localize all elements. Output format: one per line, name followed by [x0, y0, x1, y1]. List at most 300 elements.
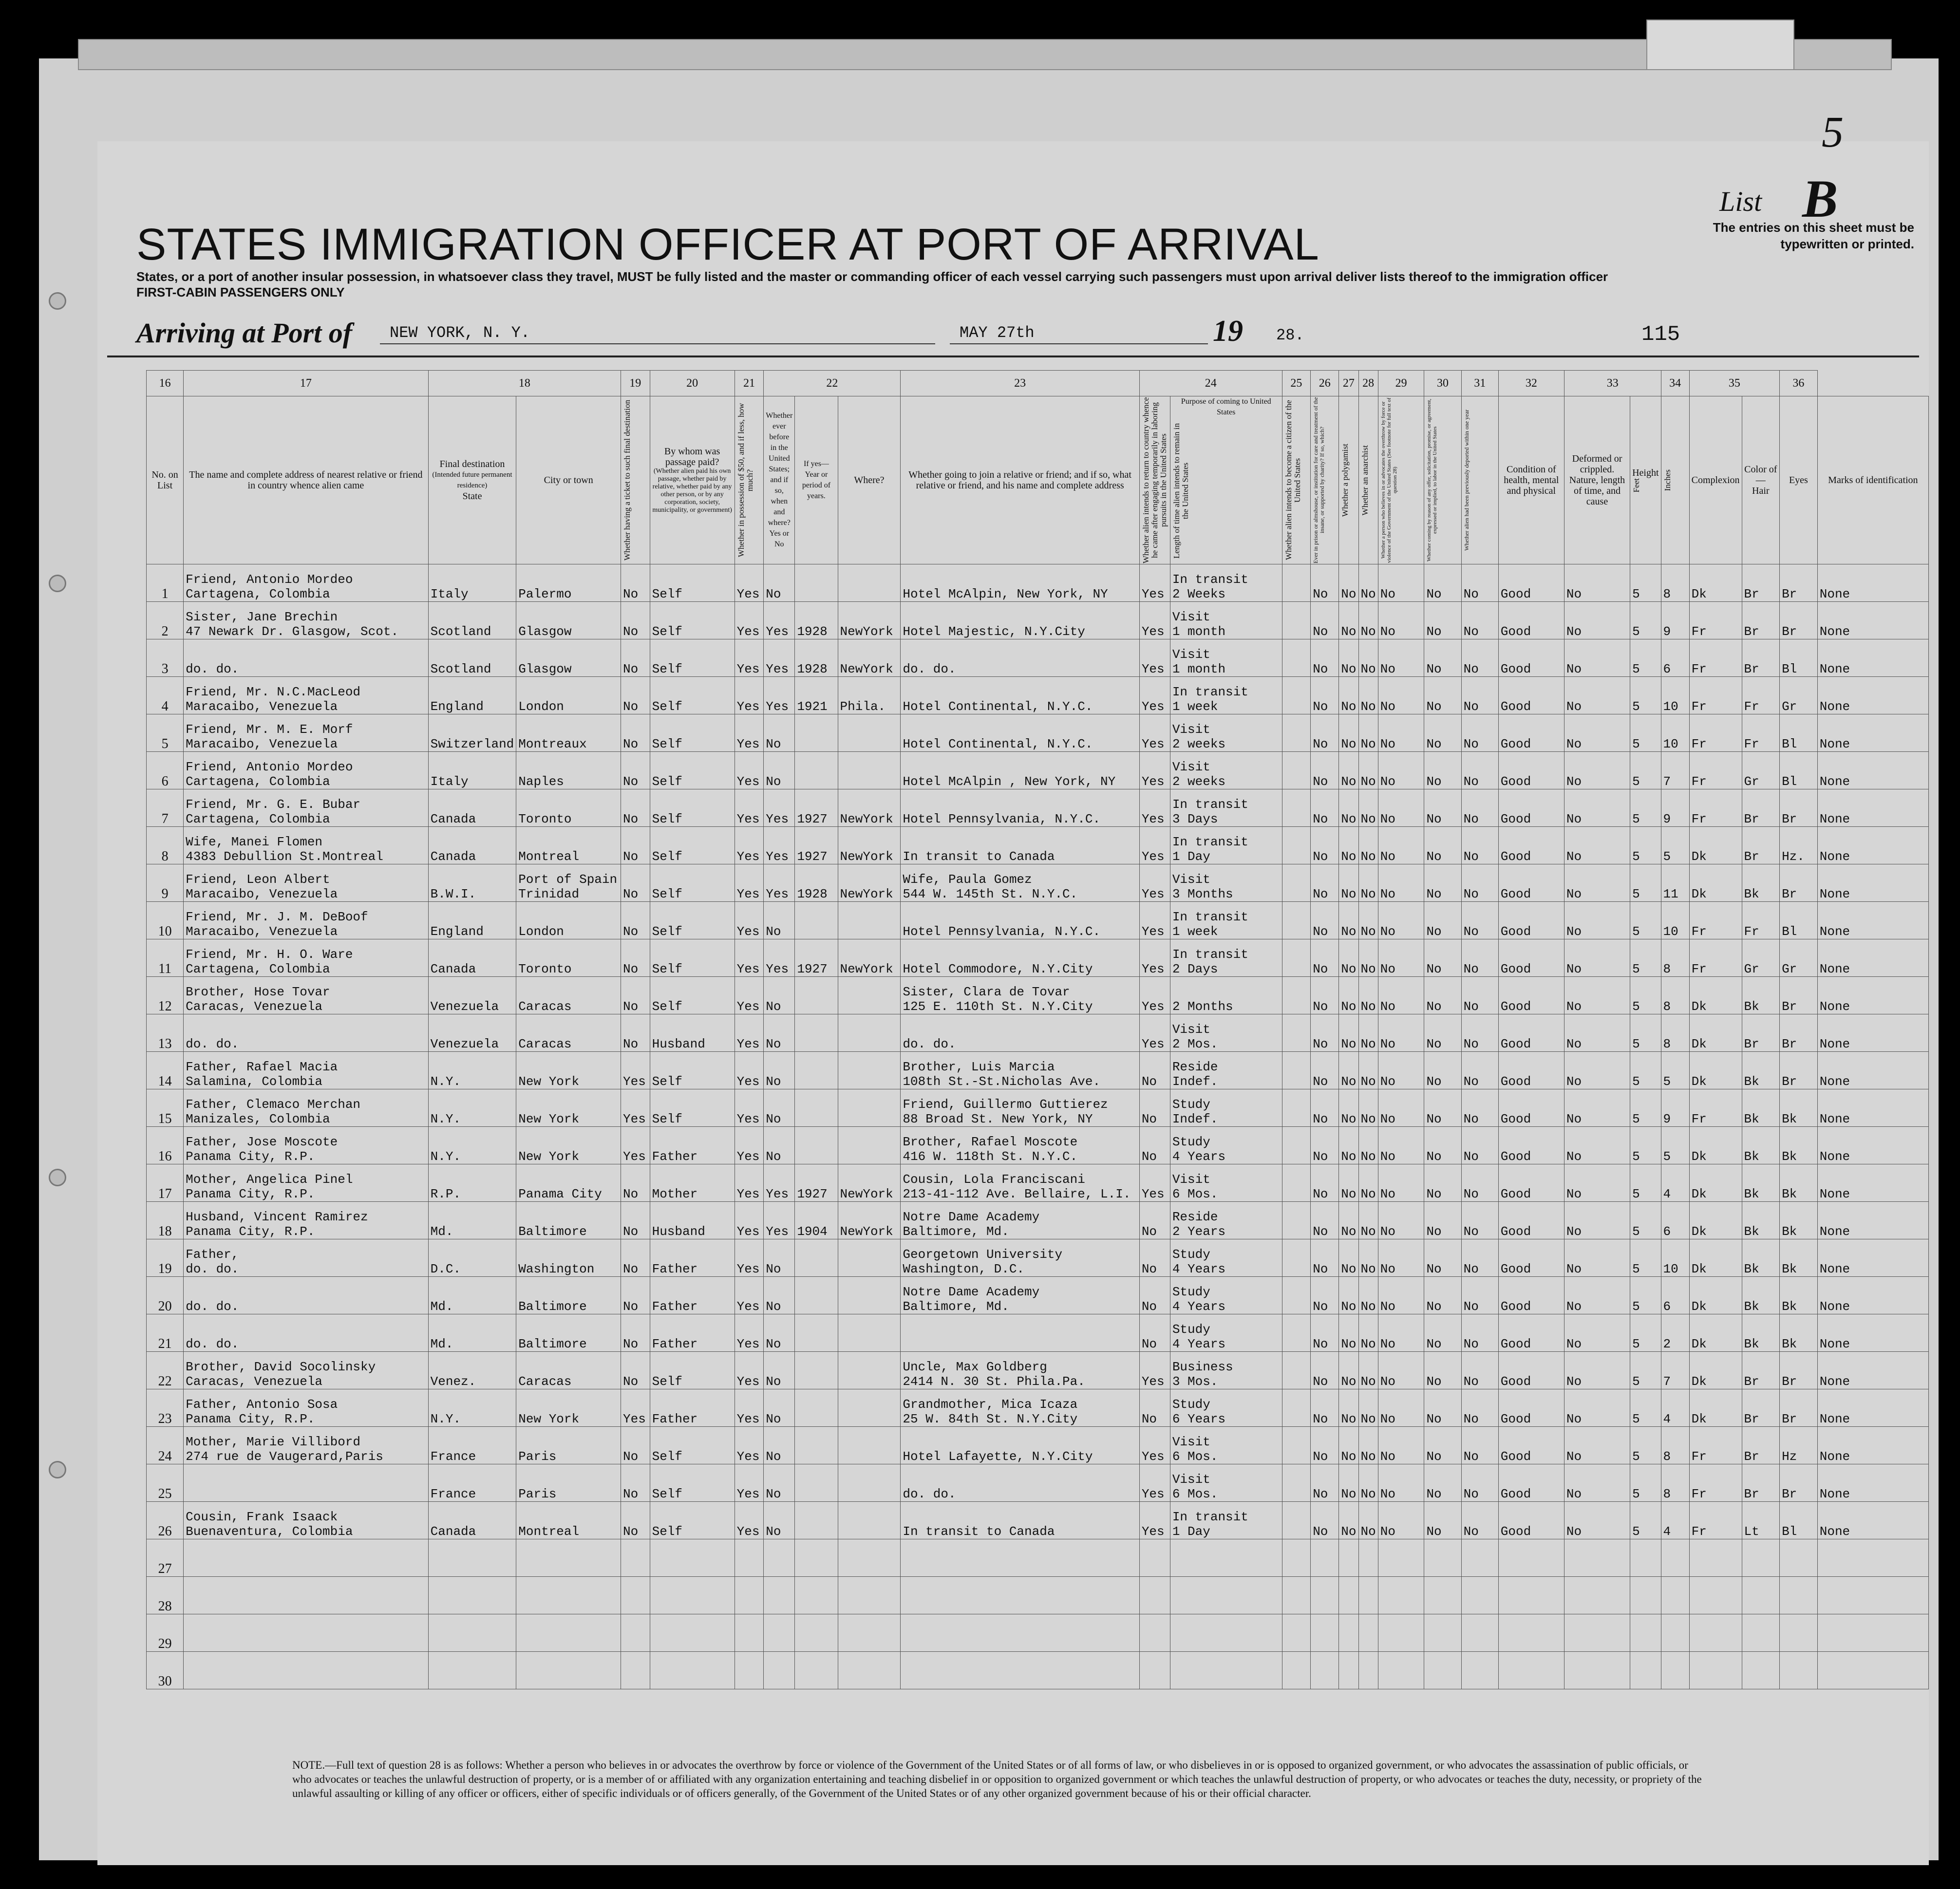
col28-cell: [1378, 1089, 1424, 1127]
nearest-relative-line: Friend, Antonio Mordeo: [186, 760, 353, 774]
purpose-length: [1170, 789, 1282, 827]
before-in-us: [764, 1052, 795, 1089]
destination-city: [516, 1202, 621, 1239]
complexion-cell-line: Fr: [1691, 962, 1707, 976]
before-year: [795, 677, 838, 714]
nearest-relative-line: Father, Jose Moscote: [186, 1135, 338, 1149]
header-health: Condition of health, mental and physical: [1498, 396, 1564, 564]
purpose-return-line: Yes: [1141, 1037, 1165, 1051]
join-relative: [901, 1239, 1139, 1277]
passage-paid-line: Self: [652, 999, 683, 1014]
header-hair: [1742, 396, 1780, 564]
height-inches: [1661, 1389, 1689, 1427]
col25-cell: [1311, 977, 1339, 1014]
destination-city: [516, 1127, 621, 1164]
eye-color: [1780, 1389, 1818, 1427]
col28-cell-line: No: [1380, 1487, 1395, 1501]
header-purpose-c: [1282, 396, 1311, 564]
marks-cell: [1817, 1502, 1928, 1539]
destination-state-line: Scotland: [430, 662, 491, 676]
header-inches: [1661, 396, 1689, 564]
destination-city: [516, 1389, 621, 1427]
fifty-dollars-line: Yes: [736, 849, 760, 864]
col28-cell-line: No: [1380, 587, 1395, 601]
col30-cell: [1461, 1127, 1498, 1164]
header-col30-text: Whether alien had been previously deported within one year: [1463, 410, 1470, 551]
col27-cell: [1358, 1389, 1378, 1427]
col25-cell: [1311, 752, 1339, 789]
hair-color-line: Bk: [1744, 1112, 1759, 1126]
eye-color: [1780, 977, 1818, 1014]
before-where: [838, 1464, 901, 1502]
col30-cell-line: No: [1463, 887, 1479, 901]
nearest-relative-line: 4383 Debullion St.Montreal: [186, 849, 383, 864]
col29-cell: [1424, 864, 1461, 902]
destination-state-line: Md.: [430, 1224, 453, 1239]
col26-cell-line: No: [1341, 849, 1357, 864]
join-relative-line: Hotel Commodore, N.Y.City: [903, 962, 1093, 976]
col30-cell: [1461, 714, 1498, 752]
deformed-cell: [1564, 1277, 1630, 1314]
col25-cell: [1311, 1014, 1339, 1052]
eye-color: [1780, 1427, 1818, 1464]
height-feet: [1630, 939, 1661, 977]
purpose-citizen: [1282, 1052, 1311, 1089]
complexion-cell-line: Fr: [1691, 1487, 1707, 1501]
header-state-label: State: [462, 491, 482, 502]
height-feet-line: 5: [1632, 1187, 1640, 1201]
destination-state: [428, 1464, 516, 1502]
join-relative-line: 25 W. 84th St. N.Y.City: [903, 1412, 1078, 1426]
destination-city: [516, 677, 621, 714]
header-no-on-list: No. on List: [147, 396, 184, 564]
col25-cell-line: No: [1313, 1187, 1328, 1201]
col29-cell: [1424, 827, 1461, 864]
table-row: [147, 639, 1929, 677]
ticket-cell-line: Yes: [623, 1149, 646, 1164]
before-year: [795, 1014, 838, 1052]
row-number: [147, 1089, 184, 1127]
eye-color: [1780, 1352, 1818, 1389]
row-number-line: 29: [158, 1636, 172, 1651]
table-row: [147, 902, 1929, 939]
hair-color-line: Bk: [1744, 1299, 1759, 1314]
hair-color-line: Br: [1744, 1487, 1759, 1501]
table-row: [147, 1539, 1929, 1577]
row-number: [147, 1389, 184, 1427]
page-title: STATES IMMIGRATION OFFICER AT PORT OF ARRIVAL: [136, 220, 1319, 269]
before-in-us-line: No: [766, 1037, 781, 1051]
purpose-length: [1170, 602, 1282, 639]
header-eyes: Eyes: [1780, 396, 1818, 564]
health-cell-line: Good: [1500, 774, 1531, 789]
before-in-us: [764, 1464, 795, 1502]
deformed-cell-line: No: [1566, 1449, 1582, 1464]
before-where: [838, 752, 901, 789]
health-cell: [1498, 1239, 1564, 1277]
header-purpose-c-text: Whether alien intends to become a citizen of the United States: [1283, 400, 1302, 561]
height-feet: [1630, 789, 1661, 827]
height-inches: [1661, 1164, 1689, 1202]
complexion-cell: [1689, 564, 1742, 602]
header-final-destination: Final destination: [439, 459, 505, 469]
ticket-cell-line: Yes: [623, 1412, 646, 1426]
hair-color: [1742, 1127, 1780, 1164]
col28-cell-line: No: [1380, 624, 1395, 639]
purpose-return-line: Yes: [1141, 1487, 1165, 1501]
col27-cell-line: No: [1360, 1487, 1376, 1501]
col30-cell: [1461, 939, 1498, 977]
hair-color-line: Gr: [1744, 774, 1759, 789]
passage-paid-line: Self: [652, 1449, 683, 1464]
before-in-us-line: Yes: [766, 887, 789, 901]
header-before-in-us: Whether ever before in the United States; and if so, when and where?: [766, 411, 793, 527]
purpose-length: [1170, 1539, 1282, 1577]
height-inches: [1661, 602, 1689, 639]
deformed-cell-line: No: [1566, 1262, 1582, 1276]
ticket-cell: [621, 564, 650, 602]
purpose-return: [1139, 752, 1170, 789]
col26-cell-line: No: [1341, 812, 1357, 826]
purpose-citizen: [1282, 1389, 1311, 1427]
height-inches-line: 9: [1663, 624, 1671, 639]
col26-cell: [1339, 752, 1358, 789]
col25-cell: [1311, 1502, 1339, 1539]
col26-cell: [1339, 1539, 1358, 1577]
destination-city-line: Montreal: [518, 1524, 580, 1539]
header-state: [428, 396, 516, 564]
fifty-dollars-line: Yes: [736, 624, 760, 639]
row-number: [147, 564, 184, 602]
col26-cell: [1339, 1127, 1358, 1164]
purpose-return: [1139, 1127, 1170, 1164]
height-feet: [1630, 1464, 1661, 1502]
nearest-relative-line: Panama City, R.P.: [186, 1412, 315, 1426]
destination-city: [516, 564, 621, 602]
marks-cell: [1817, 827, 1928, 864]
purpose-length: [1170, 1277, 1282, 1314]
complexion-cell: [1689, 1239, 1742, 1277]
nearest-relative: [184, 602, 428, 639]
purpose-citizen: [1282, 1164, 1311, 1202]
before-in-us-line: No: [766, 924, 781, 939]
hair-color: [1742, 864, 1780, 902]
col30-cell: [1461, 1314, 1498, 1352]
col25-cell-line: No: [1313, 812, 1328, 826]
col26-cell-line: No: [1341, 1112, 1357, 1126]
destination-city-line: Caracas: [518, 1037, 572, 1051]
complexion-cell-line: Dk: [1691, 1224, 1707, 1239]
complexion-cell: [1689, 1277, 1742, 1314]
purpose-citizen: [1282, 977, 1311, 1014]
col26-cell: [1339, 977, 1358, 1014]
passage-paid: [650, 677, 735, 714]
col26-cell-line: No: [1341, 1412, 1357, 1426]
col29-cell: [1424, 639, 1461, 677]
col25-cell: [1311, 1089, 1339, 1127]
height-feet-line: 5: [1632, 1487, 1640, 1501]
hair-color: [1742, 1202, 1780, 1239]
col28-cell-line: No: [1380, 1374, 1395, 1389]
purpose-return-line: Yes: [1141, 999, 1165, 1014]
header-inches-text: Inches: [1662, 469, 1672, 491]
binding-hole: [49, 292, 66, 310]
row-number: [147, 1577, 184, 1614]
purpose-citizen: [1282, 564, 1311, 602]
health-cell: [1498, 564, 1564, 602]
height-feet: [1630, 714, 1661, 752]
marks-cell: [1817, 1089, 1928, 1127]
deformed-cell: [1564, 1577, 1630, 1614]
col30-cell: [1461, 1652, 1498, 1689]
deformed-cell: [1564, 1427, 1630, 1464]
passage-paid-line: Self: [652, 624, 683, 639]
col25-cell: [1311, 1427, 1339, 1464]
hair-color-line: Bk: [1744, 887, 1759, 901]
complexion-cell: [1689, 1014, 1742, 1052]
before-in-us: [764, 639, 795, 677]
col28-cell-line: No: [1380, 999, 1395, 1014]
nearest-relative-line: Maracaibo, Venezuela: [186, 887, 338, 901]
health-cell-line: Good: [1500, 999, 1531, 1014]
passage-paid: [650, 827, 735, 864]
col30-cell: [1461, 1277, 1498, 1314]
before-in-us-line: No: [766, 1337, 781, 1351]
complexion-cell: [1689, 1652, 1742, 1689]
height-feet: [1630, 1202, 1661, 1239]
purpose-citizen: [1282, 752, 1311, 789]
deformed-cell: [1564, 1614, 1630, 1652]
deformed-cell-line: No: [1566, 1374, 1582, 1389]
passage-paid: [650, 1277, 735, 1314]
fifty-dollars-line: Yes: [736, 587, 760, 601]
ticket-cell-line: No: [623, 1524, 639, 1539]
health-cell-line: Good: [1500, 624, 1531, 639]
purpose-length: [1170, 1127, 1282, 1164]
height-feet: [1630, 1239, 1661, 1277]
row-number-line: 2: [161, 624, 169, 639]
deformed-cell-line: No: [1566, 1224, 1582, 1239]
col25-cell-line: No: [1313, 774, 1328, 789]
nearest-relative-line: Brother, David Socolinsky: [186, 1360, 376, 1374]
height-feet-line: 5: [1632, 1449, 1640, 1464]
ticket-cell: [621, 939, 650, 977]
deformed-cell: [1564, 1314, 1630, 1352]
height-inches: [1661, 1314, 1689, 1352]
col26-cell-line: No: [1341, 962, 1357, 976]
purpose-length-line: 2 Years: [1172, 1224, 1226, 1239]
height-inches: [1661, 789, 1689, 827]
col27-cell: [1358, 564, 1378, 602]
ticket-cell-line: Yes: [623, 1112, 646, 1126]
passage-paid: [650, 864, 735, 902]
hair-color-line: Bk: [1744, 1187, 1759, 1201]
purpose-length-line: Study: [1172, 1397, 1210, 1412]
ticket-cell: [621, 1389, 650, 1427]
eye-color: [1780, 1052, 1818, 1089]
ticket-cell-line: No: [623, 812, 639, 826]
col29-cell: [1424, 1652, 1461, 1689]
col29-cell: [1424, 902, 1461, 939]
before-in-us: [764, 827, 795, 864]
nearest-relative-line: Father,: [186, 1247, 239, 1262]
passage-paid-line: Husband: [652, 1224, 705, 1239]
hair-color: [1742, 1464, 1780, 1502]
col25-cell: [1311, 789, 1339, 827]
marks-cell-line: None: [1819, 774, 1850, 789]
complexion-cell: [1689, 1539, 1742, 1577]
height-feet: [1630, 564, 1661, 602]
purpose-length-line: Visit: [1172, 1472, 1210, 1487]
health-cell-line: Good: [1500, 962, 1531, 976]
ticket-cell-line: No: [623, 1299, 639, 1314]
height-inches-line: 8: [1663, 999, 1671, 1014]
eye-color: [1780, 714, 1818, 752]
col29-cell-line: No: [1426, 1337, 1442, 1351]
ticket-cell-line: No: [623, 1187, 639, 1201]
destination-city: [516, 1614, 621, 1652]
nearest-relative-line: Buenaventura, Colombia: [186, 1524, 353, 1539]
height-feet-line: 5: [1632, 662, 1640, 676]
before-year-line: 1927: [797, 812, 828, 826]
table-row: [147, 752, 1929, 789]
row-number-line: 1: [161, 586, 169, 601]
complexion-cell-line: Fr: [1691, 1449, 1707, 1464]
purpose-length-line: 6 Mos.: [1172, 1187, 1218, 1201]
height-inches: [1661, 1577, 1689, 1614]
header-deformed: Deformed or crippled. Nature, length of time, and cause: [1564, 396, 1630, 564]
purpose-length-line: 3 Months: [1172, 887, 1233, 901]
complexion-cell-line: Dk: [1691, 1374, 1707, 1389]
health-cell: [1498, 939, 1564, 977]
col30-cell-line: No: [1463, 1449, 1479, 1464]
fifty-dollars-line: Yes: [736, 1037, 760, 1051]
health-cell: [1498, 1277, 1564, 1314]
fifty-dollars: [735, 1614, 764, 1652]
ticket-cell: [621, 1127, 650, 1164]
passage-paid-line: Self: [652, 1524, 683, 1539]
row-number-line: 26: [158, 1524, 172, 1539]
purpose-length: [1170, 639, 1282, 677]
col28-cell: [1378, 602, 1424, 639]
height-feet: [1630, 1614, 1661, 1652]
eye-color-line: Br: [1782, 1412, 1797, 1426]
height-inches: [1661, 1614, 1689, 1652]
fifty-dollars: [735, 752, 764, 789]
table-row: [147, 939, 1929, 977]
col28-cell: [1378, 714, 1424, 752]
health-cell-line: Good: [1500, 1449, 1531, 1464]
before-year-line: 1928: [797, 662, 828, 676]
col26-cell: [1339, 1352, 1358, 1389]
destination-state: [428, 1164, 516, 1202]
marks-cell-line: None: [1819, 1374, 1850, 1389]
before-where: [838, 1239, 901, 1277]
before-year-line: 1927: [797, 1187, 828, 1201]
col27-cell-line: No: [1360, 1074, 1376, 1089]
deformed-cell-line: No: [1566, 962, 1582, 976]
row-number-line: 7: [161, 811, 169, 826]
eye-color: [1780, 564, 1818, 602]
nearest-relative: [184, 1577, 428, 1614]
row-number-line: 8: [161, 849, 169, 864]
table-row: [147, 789, 1929, 827]
marks-cell-line: None: [1819, 849, 1850, 864]
col26-cell-line: No: [1341, 624, 1357, 639]
purpose-length-line: 1 week: [1172, 924, 1218, 939]
purpose-length-line: 6 Mos.: [1172, 1487, 1218, 1501]
destination-state-line: N.Y.: [430, 1112, 461, 1126]
destination-city-line: New York: [518, 1412, 580, 1426]
header-marks: Marks of identification: [1817, 396, 1928, 564]
health-cell: [1498, 1464, 1564, 1502]
nearest-relative-line: Friend, Antonio Mordeo: [186, 572, 353, 587]
before-in-us-line: No: [766, 1487, 781, 1501]
before-in-us: [764, 1652, 795, 1689]
fifty-dollars: [735, 827, 764, 864]
purpose-citizen: [1282, 1239, 1311, 1277]
marks-cell: [1817, 1014, 1928, 1052]
height-inches: [1661, 1014, 1689, 1052]
passage-paid-line: Self: [652, 774, 683, 789]
destination-city-line: New York: [518, 1149, 580, 1164]
col27-cell: [1358, 1352, 1378, 1389]
join-relative: [901, 564, 1139, 602]
nearest-relative-line: Father, Antonio Sosa: [186, 1397, 338, 1412]
passage-paid: [650, 1464, 735, 1502]
height-feet-line: 5: [1632, 1149, 1640, 1164]
height-inches: [1661, 1089, 1689, 1127]
before-in-us: [764, 1164, 795, 1202]
join-relative-line: Hotel Continental, N.Y.C.: [903, 699, 1093, 714]
header-col25: [1311, 396, 1339, 564]
complexion-cell: [1689, 752, 1742, 789]
purpose-return: [1139, 1539, 1170, 1577]
purpose-length: [1170, 752, 1282, 789]
health-cell: [1498, 1127, 1564, 1164]
destination-state: [428, 1202, 516, 1239]
col28-cell: [1378, 1314, 1424, 1352]
col28-cell-line: No: [1380, 1149, 1395, 1164]
join-relative-line: Sister, Clara de Tovar: [903, 985, 1070, 999]
complexion-cell: [1689, 1314, 1742, 1352]
col28-cell-line: No: [1380, 1224, 1395, 1239]
col28-cell: [1378, 1277, 1424, 1314]
height-inches: [1661, 1539, 1689, 1577]
eye-color: [1780, 1127, 1818, 1164]
height-feet-line: 5: [1632, 1524, 1640, 1539]
before-in-us-line: No: [766, 1449, 781, 1464]
fifty-dollars: [735, 1202, 764, 1239]
col28-cell-line: No: [1380, 887, 1395, 901]
col29-cell-line: No: [1426, 924, 1442, 939]
fifty-dollars-line: Yes: [736, 924, 760, 939]
col25-cell-line: No: [1313, 887, 1328, 901]
ticket-cell: [621, 1539, 650, 1577]
purpose-length-line: 4 Years: [1172, 1262, 1226, 1276]
col25-cell: [1311, 602, 1339, 639]
col26-cell-line: No: [1341, 587, 1357, 601]
before-in-us: [764, 1314, 795, 1352]
health-cell-line: Good: [1500, 849, 1531, 864]
nearest-relative: [184, 1314, 428, 1352]
col28-cell: [1378, 1052, 1424, 1089]
destination-city-line: Naples: [518, 774, 564, 789]
eye-color: [1780, 789, 1818, 827]
passage-paid: [650, 1239, 735, 1277]
nearest-relative-line: Cousin, Frank Isaack: [186, 1510, 338, 1524]
before-year-line: 1927: [797, 849, 828, 864]
